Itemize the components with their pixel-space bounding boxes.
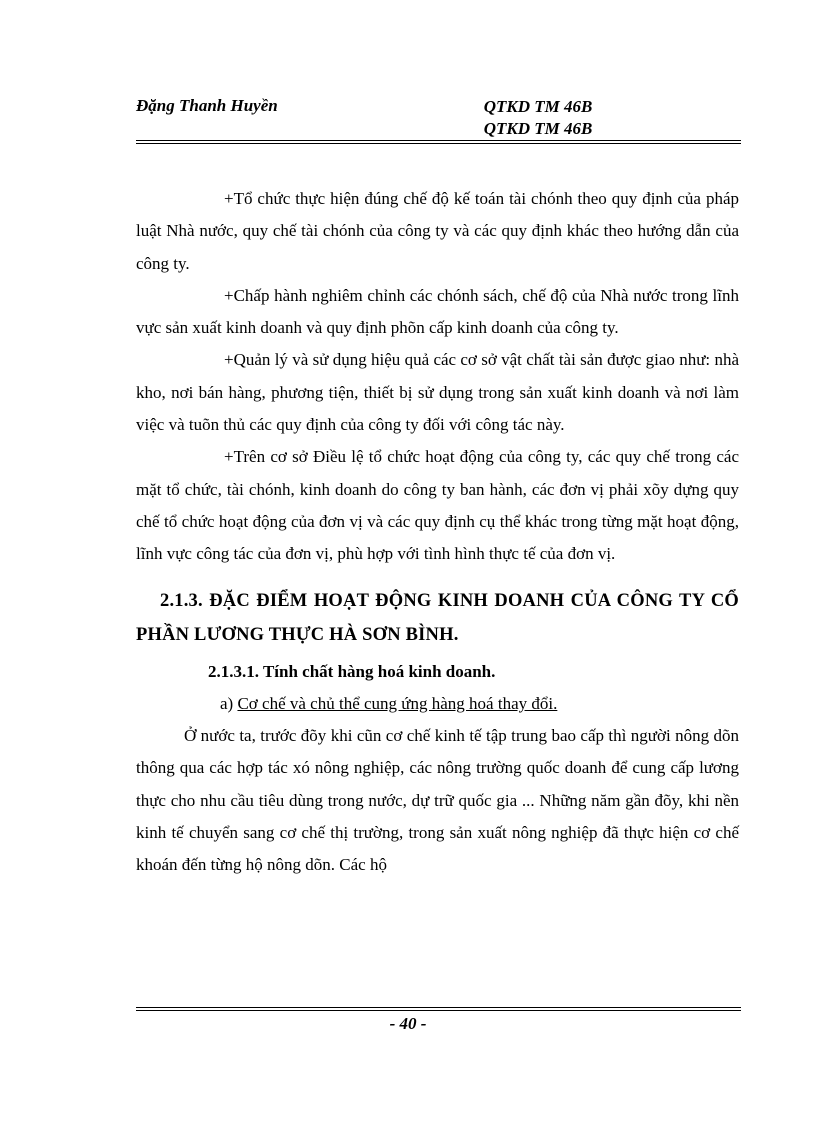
page-number: - 40 - [389, 1014, 427, 1033]
bullet-paragraph-1: +Tổ chức thực hiện đúng chế độ kế toán tài chónh theo quy định của pháp luật Nhà nước, quy chế tài chónh của công ty và các quy định khác theo hướng dẫn của công ty. [136, 189, 739, 273]
list-item-marker: a) [220, 693, 234, 713]
body-paragraph: Ở nước ta, trước đõy khi cũn cơ chế kinh tế tập trung bao cấp thì người nông dõn thông qua các hợp tác xó nông nghiệp, các nông trường quốc doanh để cung cấp lương thực cho nhu cầu tiêu dùng trong nước, dự trữ quốc gia ... Những năm gần đõy, khi nền kinh tế chuyển sang cơ chế thị trường, trong sản xuất nông nghiệp đã thực hiện cơ chế khoán đến từng hộ nông dõn. Các hộ [136, 726, 739, 875]
list-item-a [136, 688, 739, 720]
header-class-code: QTKD TM 46B [483, 97, 593, 116]
header-author: Đặng Thanh Huyền [136, 96, 278, 115]
header-class-code-repeat: QTKD TM 46B [483, 119, 593, 138]
list-item-a-text: Cơ chế và chủ thể cung ứng hàng hoá thay đổi. [237, 693, 558, 713]
bullet-paragraph-3: +Quản lý và sử dụng hiệu quả các cơ sở vật chất tài sản được giao như: nhà kho, nơi bán hàng, phương tiện, thiết bị sử dụng trong sản xuất kinh doanh và nơi làm việc và tuõn thủ các quy định của công ty đối với công tác này. [136, 350, 739, 435]
document-body [136, 183, 739, 882]
bullet-paragraph-2: +Chấp hành nghiêm chỉnh các chónh sách, chế độ của Nhà nước trong lĩnh vực sản xuất kinh doanh và quy định phõn cấp kinh doanh của công ty. [136, 285, 739, 338]
header-divider [136, 140, 741, 144]
footer-divider [136, 1007, 741, 1011]
bullet-paragraph-4: +Trên cơ sở Điều lệ tổ chức hoạt động của công ty, các quy chế trong các mặt tổ chức, tài chónh, kinh doanh do công ty ban hành, các đơn vị phải xõy dựng quy chế tổ chức hoạt động của đơn vị và các quy định cụ thể khác trong từng mặt hoạt động, lĩnh vực công tác của đơn vị, phù hợp với tình hình thực tế của đơn vị. [136, 447, 739, 564]
section-heading: 2.1.3. ĐẶC ĐIỂM HOẠT ĐỘNG KINH DOANH CỦA CÔNG TY CỔ PHẦN LƯƠNG THỰC HÀ SƠN BÌNH. [136, 590, 739, 645]
subsection-heading: 2.1.3.1. Tính chất hàng hoá kinh doanh. [208, 661, 496, 681]
